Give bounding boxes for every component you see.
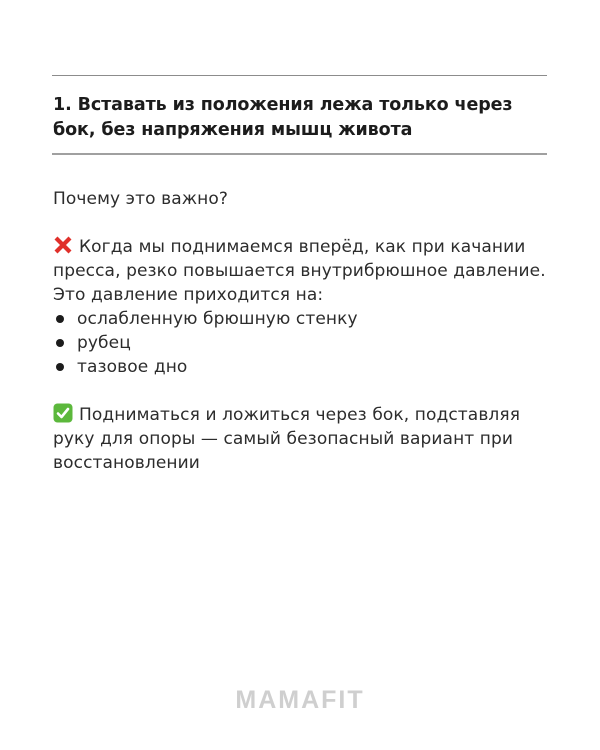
card-body xyxy=(53,187,553,475)
recommendation-text: Подниматься и ложиться через бок, подставляя руку для опоры — самый безопасный вариант при восстановлении xyxy=(53,405,521,473)
list-item: тазовое дно xyxy=(53,355,553,379)
bottom-divider xyxy=(52,153,547,155)
brand-logo: MAMAFIT xyxy=(235,686,365,714)
section-title: 1. Вставать из положения лежа только через бок, без напряжения мышц живота xyxy=(53,95,513,140)
check-mark-button-icon xyxy=(53,403,73,423)
bullet-icon xyxy=(56,315,64,323)
cross-mark-icon xyxy=(53,235,73,255)
top-divider xyxy=(52,75,547,76)
list-item: рубец xyxy=(53,331,553,355)
bullet-list xyxy=(53,307,553,379)
warning-paragraph xyxy=(53,235,553,307)
bullet-icon xyxy=(56,339,64,347)
list-item: ослабленную брюшную стенку xyxy=(53,307,553,331)
bullet-icon xyxy=(56,363,64,371)
recommendation-paragraph xyxy=(53,403,553,475)
question-text: Почему это важно? xyxy=(53,189,229,209)
warning-text: Когда мы поднимаемся вперёд, как при качании пресса, резко повышается внутрибрюшное давление. Это давление приходится на: xyxy=(53,237,546,305)
